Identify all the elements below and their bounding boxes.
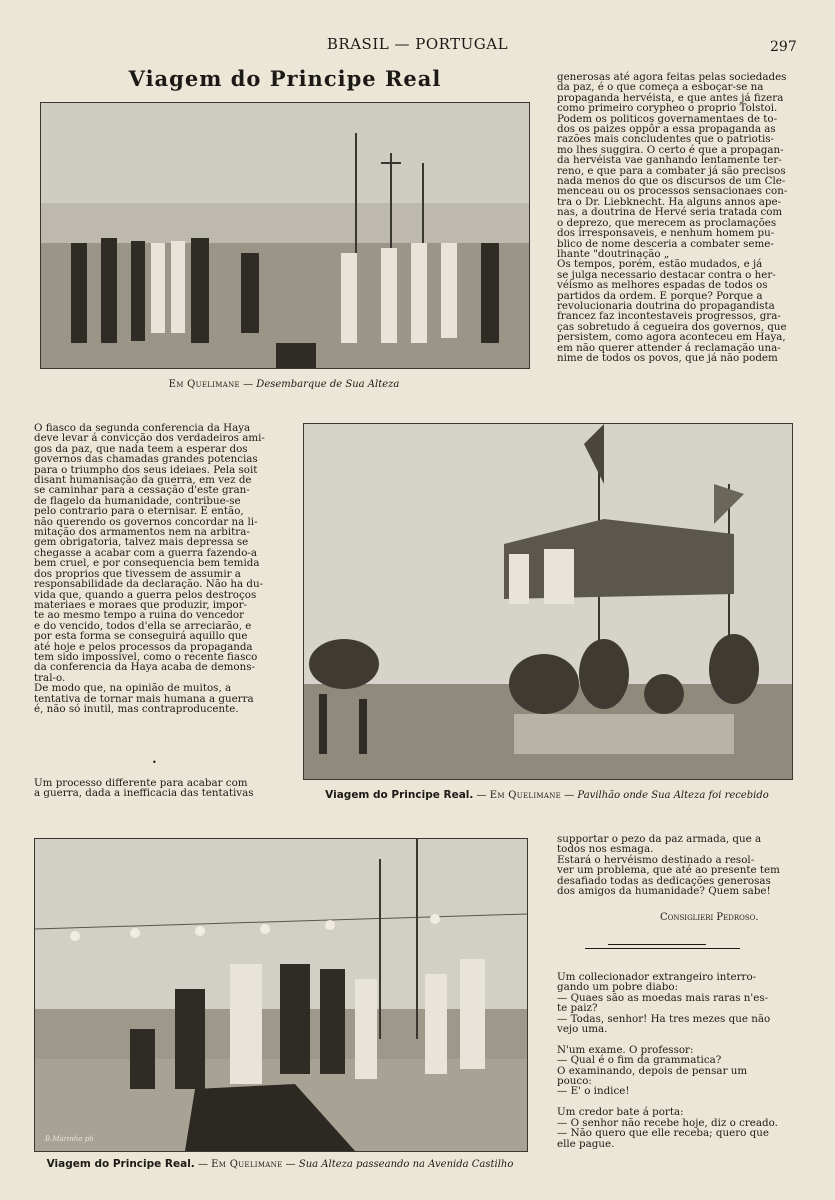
photo-credit: B.Marinho ph <box>45 1135 94 1143</box>
caption-place: Em Quelimane <box>489 790 562 801</box>
caption-place: Em Quelimane <box>211 1159 283 1170</box>
photo-pavilion <box>303 423 793 780</box>
photo-avenue-castilho <box>34 838 528 1152</box>
photo2-caption: Viagem do Principe Real. — Em Quelimane — Pavilhão onde Sua Alteza foi recebido <box>325 789 769 801</box>
section-bullet: • <box>152 758 157 767</box>
running-header: BRASIL — PORTUGAL <box>326 35 509 53</box>
divider-rule <box>585 948 740 949</box>
author-signature: Consiglieri Pedroso. <box>660 912 759 923</box>
caption-text: Desembarque de Sua Alteza <box>256 379 400 390</box>
caption-text: Sua Alteza passeando na Avenida Castilho <box>298 1159 514 1170</box>
caption-place: Em Quelimane <box>168 379 240 390</box>
text-column-left-bottom: Um processo differente para acabar com a guerra, dada a inefficacia das tentativas <box>34 777 254 800</box>
photo-disembarkation <box>40 102 530 369</box>
photo1-caption: Em Quelimane — Desembarque de Sua Alteza <box>168 379 400 390</box>
caption-lead: Viagem do Principe Real. <box>325 789 474 801</box>
anecdotes-column: Um collecionador extrangeiro interro- gando um pobre diabo: — Quaes são as moedas mais raras n'es- te paiz? — Todas, senhor! Ha tres mezes que não vejo uma. N'um exame. O professor: — Qual é o fim da grammatica? O examinando, depois de pensar um pouco: — E' o indice! Um credor bate á porta: — O senhor não recebe hoje, diz o creado. — Não quero que elle receba; quero que elle pague. <box>557 971 778 1150</box>
caption-lead: Viagem do Principe Real. <box>46 1158 195 1170</box>
article-title: Viagem do Principe Real <box>128 66 442 91</box>
page-number: 297 <box>770 39 797 55</box>
text-column-right-top: generosas até agora feitas pelas sociedades da paz, é o que começa a esboçar-se na propaganda hervéista, e que antes já fizera como primeiro corypheo o proprio Tolstoi. Podem os politicos governamentaes de to- dos os paizes oppôr a essa propaganda as razões mais concludentes que o patriotis- mo lhes suggira. O certo é que a propagan- da hervéista vae ganhando lentamente ter- reno, e que para a combater já são precisos nada menos do que os discursos de um Cle- menceau ou os processos sensacionaes con- tra o Dr. Liebknecht. Ha alguns annos ape- nas, a doutrina de Hervé seria tratada com o deprezo, que merecem as proclamações dos irresponsaveis, e nenhum homem pu- blico de nome desceria a combater seme- lhante "doutrinação „ Os tempos, porém, estão mudados, e já se julga necessario destacar contra o her- véismo as melhores espadas de todos os partidos da ordem. E porque? Porque a revolucionaria doutrina do propagandista francez faz incontestaveis progressos, gra- ças sobretudo á cegueira dos governos, que persistem, como agora aconteceu em Haya, em não querer attender á reclamação una- nime de todos os povos, que já não podem <box>557 71 788 364</box>
photo3-caption: Viagem do Principe Real. — Em Quelimane — Sua Alteza passeando na Avenida Castilho <box>46 1158 514 1170</box>
divider-rule <box>608 944 706 945</box>
caption-text: Pavilhão onde Sua Alteza foi recebido <box>577 790 769 801</box>
text-column-right-bottom: supportar o pezo da paz armada, que a todos nos esmaga. Estará o hervéismo destinado a resol- ver um problema, que até ao presente tem desafiado todas as dedicações generosas dos amigos da humanidade? Quem sabe! <box>557 833 780 898</box>
text-column-left-middle: O fiasco da segunda conferencia da Haya deve levar á convicção dos verdadeiros ami- gos da paz, que nada teem a esperar dos governos das chamadas grandes potencias para o triumpho dos seus ideiaes. Pela soit disant humanisação da guerra, em vez de se caminhar para a cessação d'este gran- de flagelo da humanidade, contribue-se pelo contrario para o eternisar. E então, não querendo os governos concordar na li- mitação dos armamentos nem na arbitra- gem obrigatoria, talvez mais depressa se chegasse a acabar com a guerra fazendo-a bem cruel, e por consequencia bem temida dos proprios que tivessem de assumir a responsabilidade da declaração. Não ha du- vida que, quando a guerra pelos destroços materiaes e moraes que produzir, impor- te ao mesmo tempo a ruina do vencedor e do vencido, todos d'ella se arreciarão, e por esta forma se conseguirá aquillo que até hoje e pelos processos da propaganda tem sido impossivel, como o recente fiasco da conferencia da Haya acaba de demons- tral-o. De modo que, na opinião de muitos, a tentativa de tornar mais humana a guerra é, não só inutil, mas contraproducente. <box>34 422 265 715</box>
